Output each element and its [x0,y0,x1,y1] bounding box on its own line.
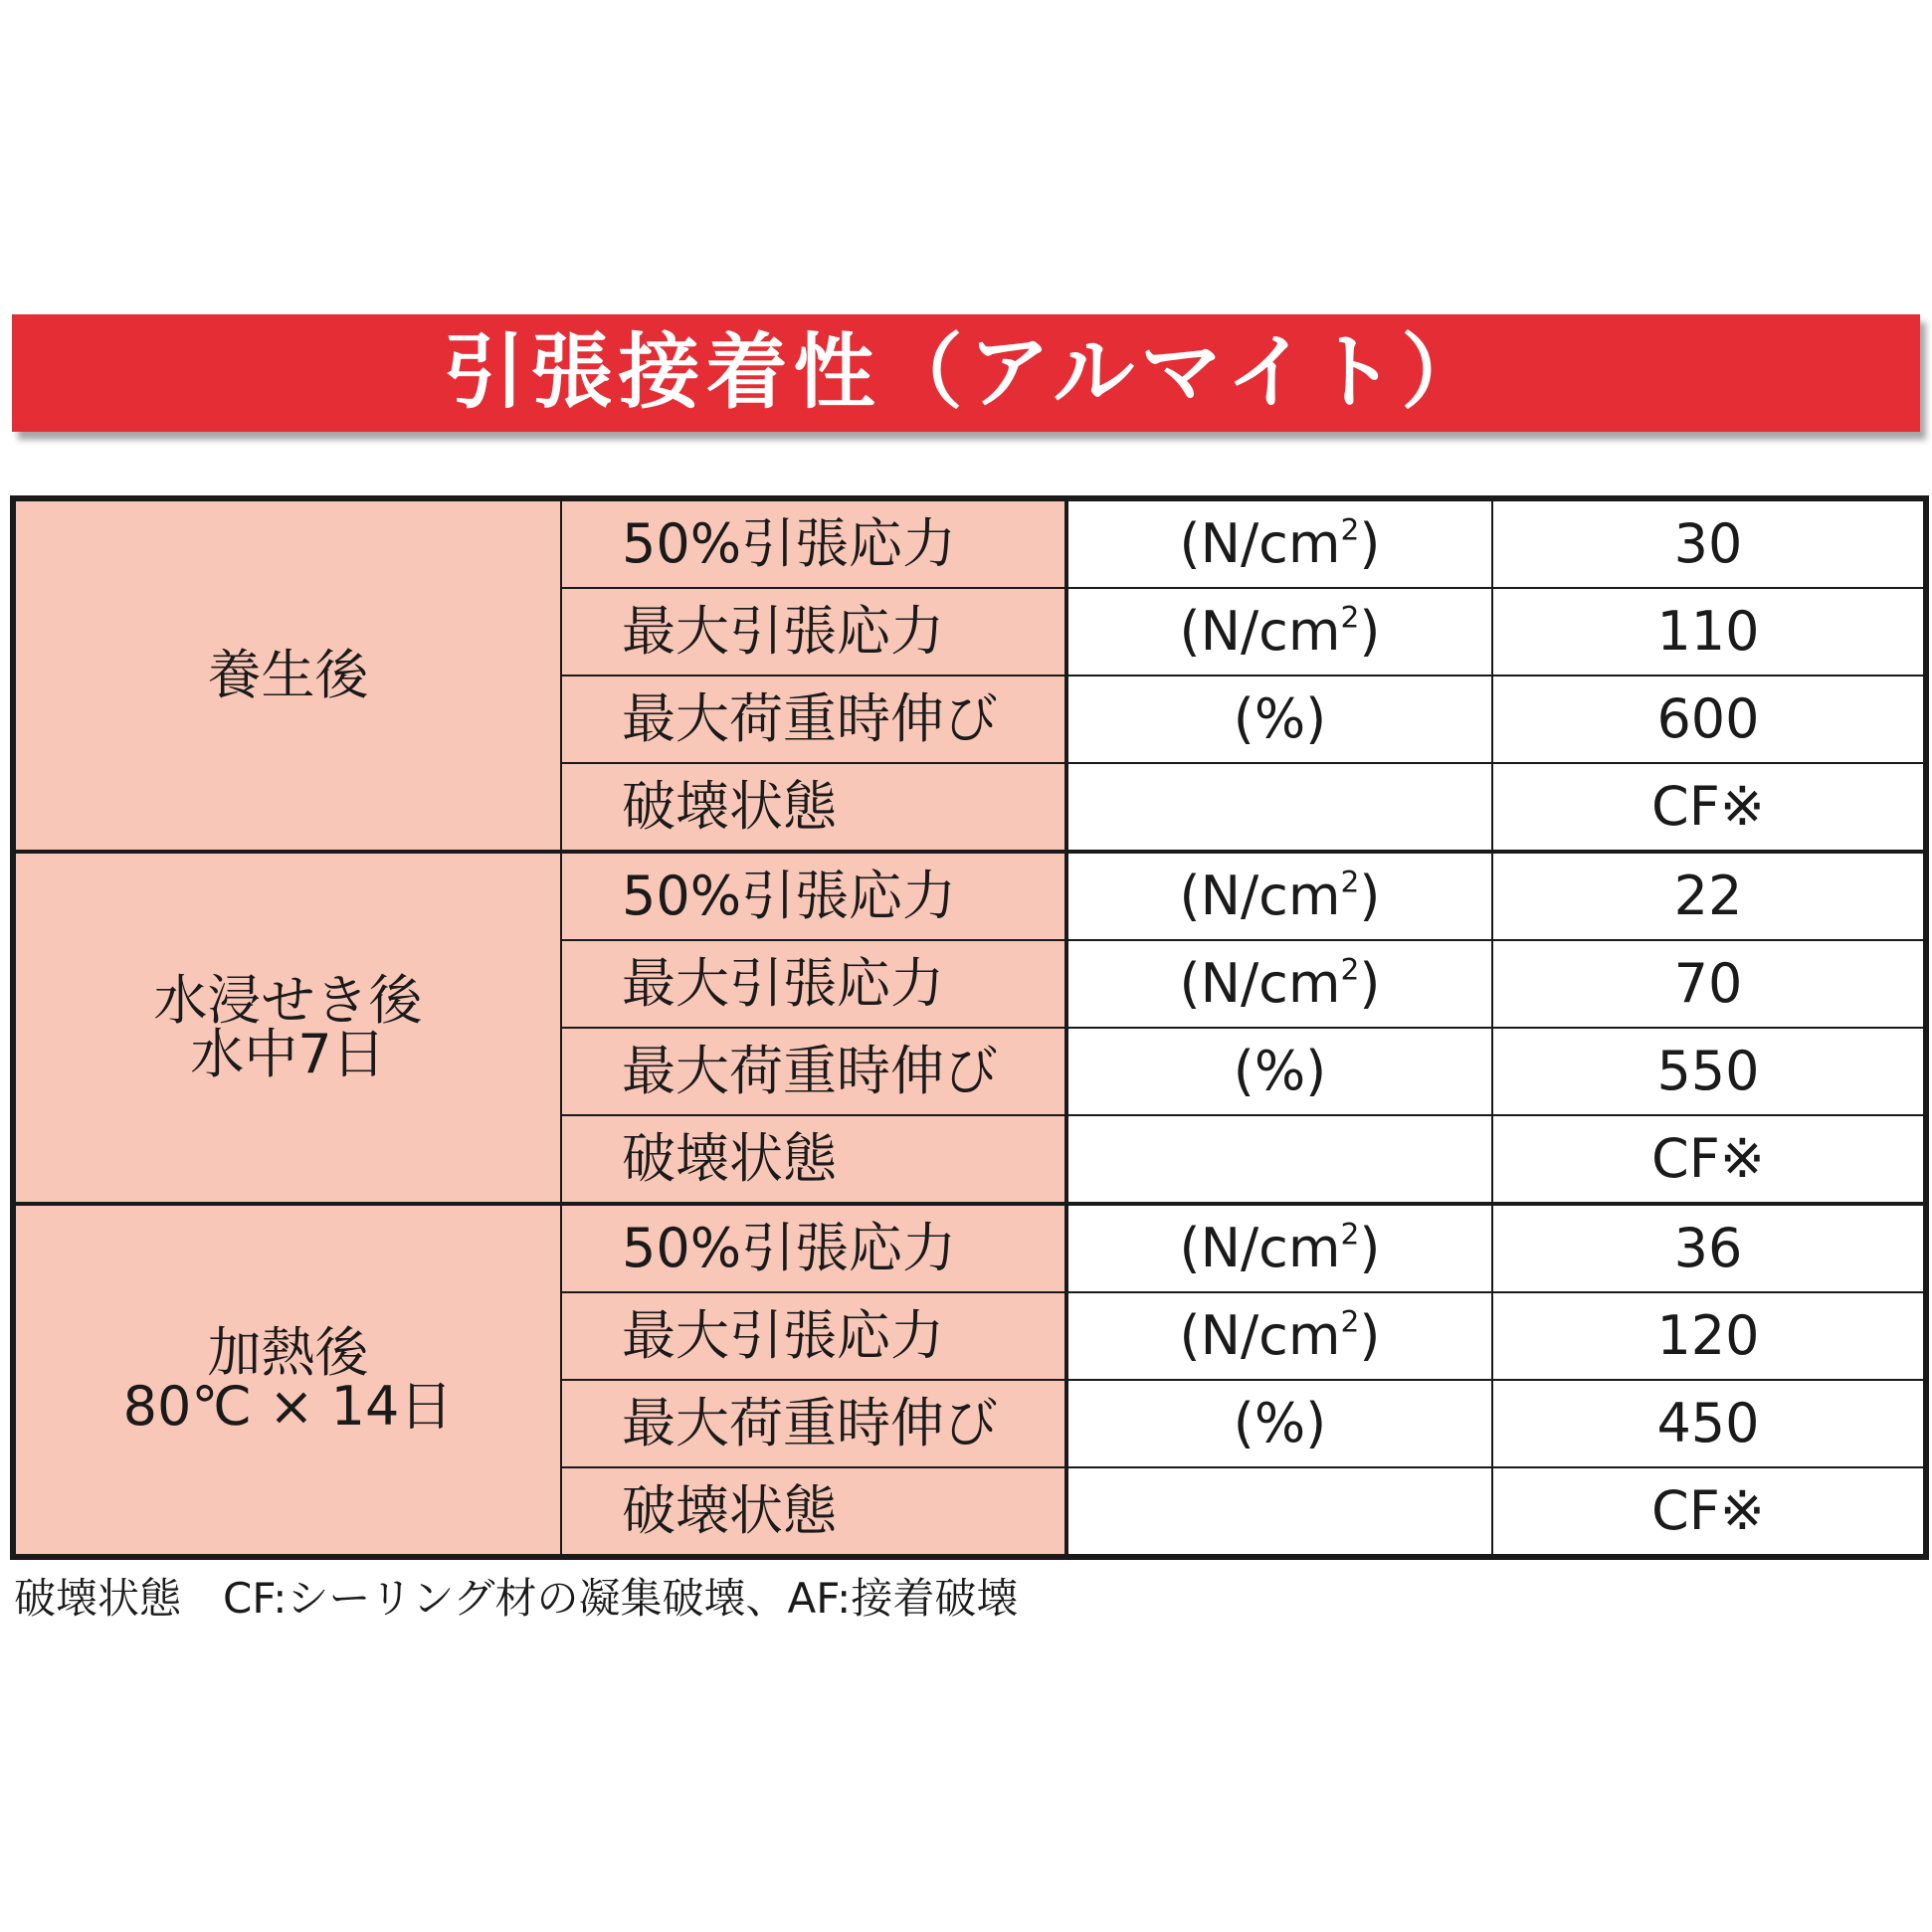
value-cell: CF※ [1492,763,1926,852]
unit-text: (N/cm [1179,600,1341,663]
unit-text: (%) [1233,687,1327,750]
unit-cell [1066,498,1492,588]
condition-label: 80℃ × 14日 [122,1375,454,1438]
unit-cell [1066,1380,1492,1467]
value-cell: CF※ [1492,1115,1926,1204]
value-cell: 450 [1492,1380,1926,1467]
unit-text: (N/cm [1179,512,1341,575]
unit-cell [1066,763,1492,852]
tensile-adhesion-table [10,495,1929,1560]
unit-text: ) [1359,952,1381,1015]
value-cell: 22 [1492,852,1926,940]
value-cell: CF※ [1492,1467,1926,1557]
footnote: 破壊状態 CF:シーリング材の凝集破壊、AF:接着破壊 [14,1574,1019,1623]
value-cell: 110 [1492,588,1926,676]
unit-text: ) [1359,1304,1381,1367]
value-cell: 120 [1492,1292,1926,1380]
property-name: 破壊状態 [561,1115,1066,1204]
unit-cell [1066,1467,1492,1557]
unit-cell [1066,940,1492,1028]
property-name: 破壊状態 [561,1467,1066,1557]
table-row [13,1204,1926,1292]
property-name: 最大荷重時伸び [561,1028,1066,1115]
unit-superscript: 2 [1340,952,1360,988]
unit-cell [1066,1292,1492,1380]
unit-cell [1066,1115,1492,1204]
condition-label: 養生後 [207,644,369,706]
unit-cell [1066,588,1492,676]
value-cell: 70 [1492,940,1926,1028]
table-body [13,498,1926,1557]
unit-text: (N/cm [1179,865,1341,927]
property-name: 最大荷重時伸び [561,1380,1066,1467]
unit-superscript: 2 [1340,1217,1360,1253]
unit-text: (%) [1233,1392,1327,1454]
unit-text: ) [1359,512,1381,575]
property-name: 50%引張応力 [561,852,1066,940]
unit-cell [1066,676,1492,763]
condition-cell [13,498,561,852]
property-name: 50%引張応力 [561,1204,1066,1292]
unit-text: ) [1359,865,1381,927]
property-name: 最大引張応力 [561,588,1066,676]
property-name: 最大荷重時伸び [561,676,1066,763]
value-cell: 550 [1492,1028,1926,1115]
unit-cell [1066,1204,1492,1292]
value-cell: 600 [1492,676,1926,763]
condition-cell [13,1204,561,1557]
property-name: 最大引張応力 [561,940,1066,1028]
unit-text: (N/cm [1179,952,1341,1015]
condition-cell [13,852,561,1204]
unit-cell [1066,1028,1492,1115]
table-row [13,498,1926,588]
unit-text: (N/cm [1179,1304,1341,1367]
condition-label: 水中7日 [190,1023,386,1085]
unit-text: (N/cm [1179,1217,1341,1279]
value-cell: 30 [1492,498,1926,588]
page-title: 引張接着性（アルマイト） [443,325,1489,420]
title-banner [12,314,1920,432]
unit-text: (%) [1233,1040,1327,1102]
condition-label: 水浸せき後 [153,969,423,1032]
unit-text: ) [1359,600,1381,663]
unit-cell [1066,852,1492,940]
property-name: 破壊状態 [561,763,1066,852]
value-cell: 36 [1492,1204,1926,1292]
property-name: 50%引張応力 [561,498,1066,588]
property-name: 最大引張応力 [561,1292,1066,1380]
condition-label: 加熱後 [207,1321,369,1384]
unit-superscript: 2 [1340,865,1360,900]
unit-text: ) [1359,1217,1381,1279]
unit-superscript: 2 [1340,1304,1360,1340]
unit-superscript: 2 [1340,600,1360,636]
table-row [13,852,1926,940]
unit-superscript: 2 [1340,512,1360,548]
